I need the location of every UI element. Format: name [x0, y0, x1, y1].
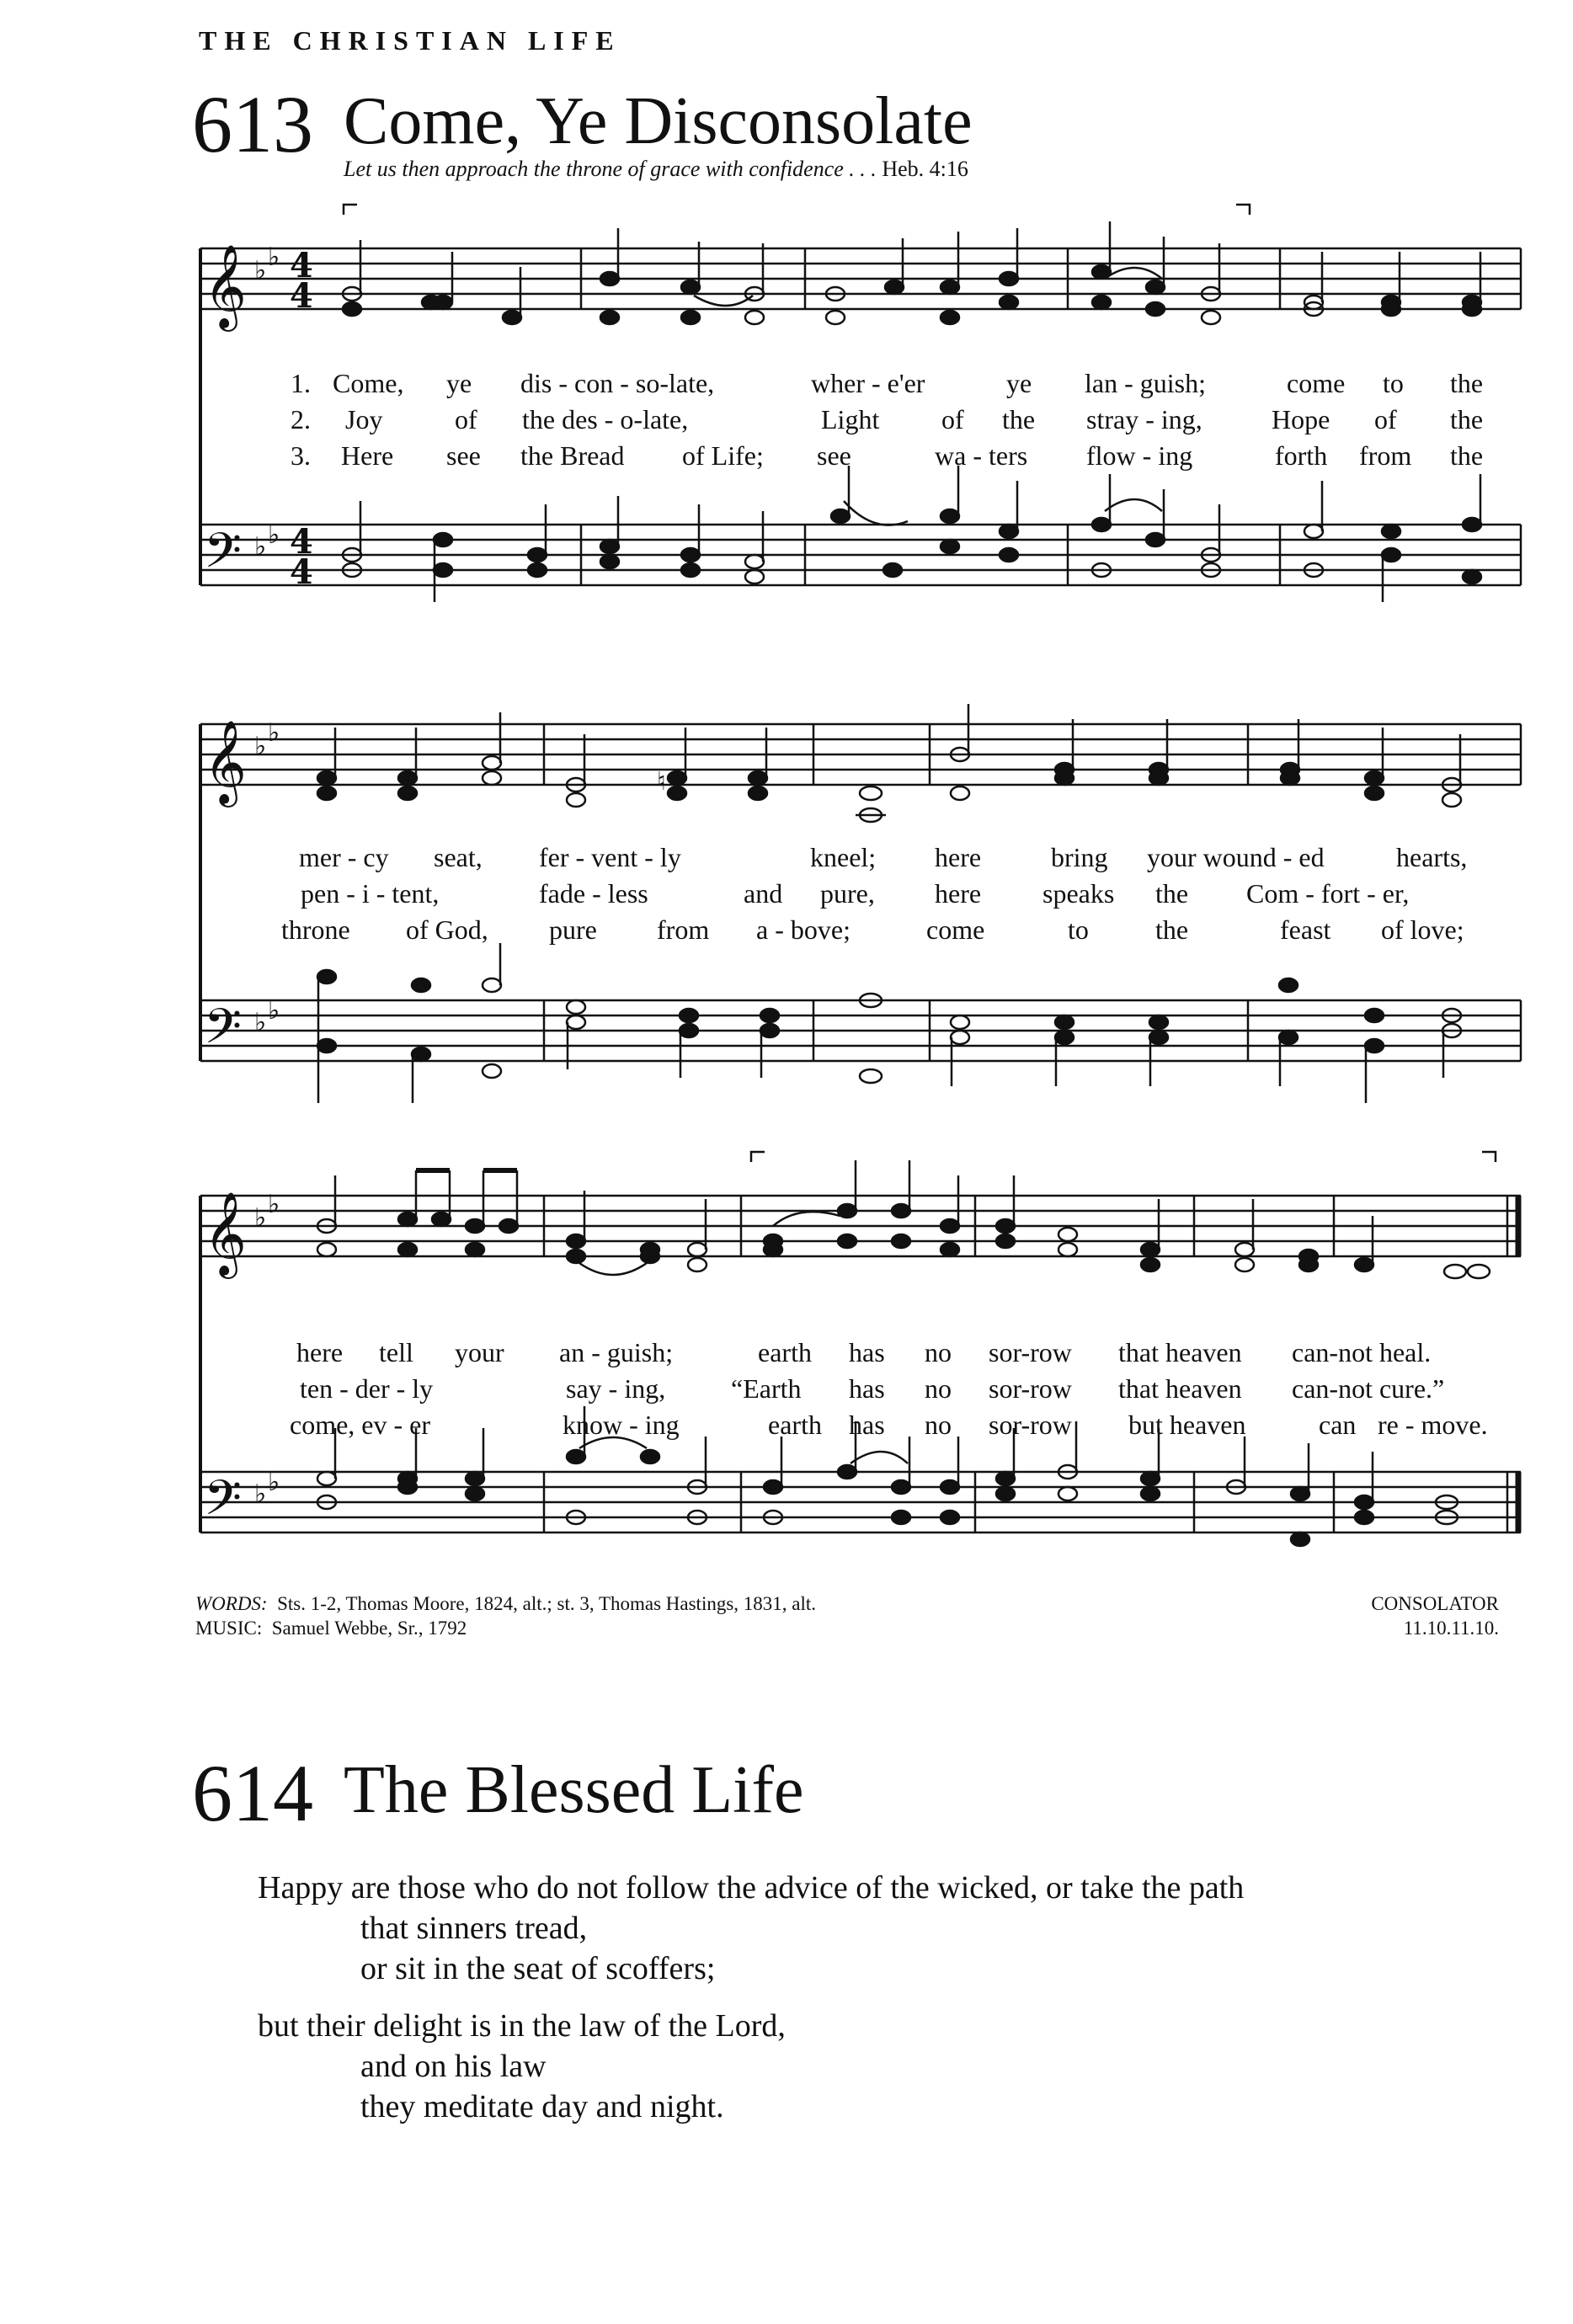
lyric-syllable: here [935, 842, 982, 872]
lyric-syllable: sor-row [989, 1337, 1072, 1367]
lyric-syllable: no [925, 1337, 952, 1367]
lyric-syllable: the des - o-late, [522, 404, 689, 434]
lyric-syllable: come, ev - er [290, 1410, 431, 1440]
lyric-syllable: and [744, 878, 783, 909]
words-credit: Sts. 1-2, Thomas Moore, 1824, alt.; st. 3, Thomas Hastings, 1831, alt. [277, 1593, 817, 1614]
lyric-syllable: can-not heal. [1292, 1337, 1432, 1367]
bass-clef-icon: 𝄢 [204, 522, 243, 591]
lyric-syllable: the [1002, 404, 1036, 434]
lyric-syllable: to [1068, 914, 1089, 945]
lyric-syllable: see [817, 440, 851, 471]
lyric-syllable: ye [1006, 368, 1032, 398]
svg-text:♭: ♭ [254, 532, 267, 562]
svg-text:♭: ♭ [254, 1479, 267, 1509]
lyric-syllable: but heaven [1128, 1410, 1246, 1440]
lyric-syllable: can-not cure.” [1292, 1373, 1445, 1404]
lyric-syllable: mer - cy [299, 842, 389, 872]
treble-clef-icon: 𝄞 [204, 244, 247, 328]
lyric-syllable: an - guish; [559, 1337, 674, 1367]
lyric-syllable: has [849, 1337, 885, 1367]
lyric-syllable: of [455, 404, 477, 434]
lyric-syllable: Hope [1272, 404, 1330, 434]
hymn-number: 613 [192, 79, 313, 169]
verse-number: 1. [291, 368, 311, 398]
lyric-syllable: speaks [1042, 878, 1115, 909]
svg-text:4: 4 [290, 276, 313, 316]
lyric-syllable: has [849, 1410, 885, 1440]
svg-text:♭: ♭ [268, 243, 280, 272]
lyric-syllable: sor-row [989, 1410, 1072, 1440]
natural-icon: ♮ [657, 767, 666, 797]
svg-text:♭: ♭ [268, 1190, 280, 1219]
lyric-syllable: come [926, 914, 985, 945]
lyric-syllable: “Earth [731, 1373, 802, 1404]
psalm-line: that sinners tread, [360, 1911, 588, 1946]
section-header: THE CHRISTIAN LIFE [199, 25, 621, 56]
lyric-syllable: that heaven [1118, 1373, 1242, 1404]
credits-left [195, 1591, 816, 1640]
treble-clef-icon: 𝄞 [204, 720, 247, 804]
lyric-syllable: the Bread [520, 440, 625, 471]
epigraph-text: Let us then approach the throne of grace with confidence . . . [344, 157, 877, 181]
lyric-syllable: of [1374, 404, 1397, 434]
lyric-syllable: ten - der - ly [300, 1373, 434, 1404]
lyric-syllable: say - ing, [566, 1373, 666, 1404]
lyric-syllable: Come, [333, 368, 404, 398]
lyric-syllable: throne [281, 914, 350, 945]
lyric-syllable: no [925, 1373, 952, 1404]
lyric-syllable: seat, [434, 842, 483, 872]
lyric-syllable: bring [1051, 842, 1108, 872]
svg-text:♭: ♭ [254, 1008, 267, 1037]
lyric-syllable: the [1155, 878, 1189, 909]
lyric-syllable: from [1359, 440, 1412, 471]
lyric-syllable: feast [1280, 914, 1331, 945]
lyric-syllable: see [446, 440, 481, 471]
svg-text:♭: ♭ [268, 996, 280, 1026]
lyric-syllable: of Life; [682, 440, 764, 471]
lyric-syllable: can [1319, 1410, 1357, 1440]
lyric-syllable: hearts, [1396, 842, 1468, 872]
lyric-syllable: has [849, 1373, 885, 1404]
bass-clef-icon: 𝄢 [204, 1469, 243, 1538]
lyric-syllable: to [1383, 368, 1404, 398]
music-system-1 [192, 198, 1531, 602]
lyric-syllable: tell [379, 1337, 413, 1367]
lyric-syllable: dis - con - so-late, [520, 368, 715, 398]
lyric-syllable: ye [446, 368, 472, 398]
lyric-syllable: of love; [1381, 914, 1464, 945]
lyric-syllable: Light [821, 404, 880, 434]
treble-clef-icon: 𝄞 [204, 1191, 247, 1276]
lyric-syllable: a - bove; [756, 914, 850, 945]
lyric-syllable: no [925, 1410, 952, 1440]
hymn-title: The Blessed Life [344, 1753, 804, 1827]
lyric-syllable: here [296, 1337, 344, 1367]
lyric-syllable: here [935, 878, 982, 909]
lyric-syllable: kneel; [810, 842, 877, 872]
svg-text:♭: ♭ [268, 520, 280, 550]
svg-text:4: 4 [290, 552, 313, 592]
credits-right [1263, 1591, 1499, 1640]
epigraph-reference: Heb. 4:16 [882, 157, 968, 181]
verse-number: 2. [291, 404, 311, 434]
lyric-syllable: wher - e'er [811, 368, 925, 398]
lyric-syllable: earth [758, 1337, 812, 1367]
tune-name: CONSOLATOR [1371, 1593, 1499, 1614]
psalm-line: Happy are those who do not follow the advice of the wicked, or take the path [258, 1870, 1245, 1906]
lyric-syllable: know - ing [563, 1410, 680, 1440]
lyric-syllable: fade - less [539, 878, 648, 909]
scripture-epigraph [344, 157, 968, 182]
bass-clef-icon: 𝄢 [204, 998, 243, 1067]
meter: 11.10.11.10. [1403, 1618, 1499, 1639]
svg-text:♭: ♭ [254, 732, 267, 761]
hymn-number: 614 [192, 1748, 313, 1838]
lyric-syllable: earth [768, 1410, 822, 1440]
svg-text:♭: ♭ [268, 1468, 280, 1497]
words-label: WORDS: [195, 1593, 268, 1614]
lyric-syllable: Joy [345, 404, 383, 434]
lyric-syllable: lan - guish; [1085, 368, 1206, 398]
lyric-syllable: of [941, 404, 964, 434]
lyric-syllable: Com - fort - er, [1246, 878, 1410, 909]
lyric-syllable: forth [1275, 440, 1328, 471]
svg-text:♭: ♭ [254, 1203, 267, 1233]
verse-number: 3. [291, 440, 311, 471]
psalm-line: and on his law [360, 2049, 547, 2084]
time-signature: 4 [290, 246, 313, 285]
lyric-syllable: come [1287, 368, 1346, 398]
lyric-syllable: stray - ing, [1086, 404, 1202, 434]
lyric-syllable: your [455, 1337, 504, 1367]
psalm-line: or sit in the seat of scoffers; [360, 1951, 716, 1986]
hymn-title: Come, Ye Disconsolate [344, 84, 973, 158]
lyric-syllable: Here [341, 440, 394, 471]
lyric-syllable: fer - vent - ly [539, 842, 681, 872]
lyric-syllable: the [1450, 368, 1484, 398]
psalm-line: but their delight is in the law of the Lord, [258, 2008, 786, 2044]
lyric-syllable: flow - ing [1086, 440, 1193, 471]
lyric-syllable: the [1450, 404, 1484, 434]
lyric-syllable: that heaven [1118, 1337, 1242, 1367]
lyric-syllable: wa - ters [935, 440, 1028, 471]
lyric-syllable: sor-row [989, 1373, 1072, 1404]
psalm-line: they meditate day and night. [360, 2089, 724, 2124]
music-credit: Samuel Webbe, Sr., 1792 [271, 1618, 467, 1639]
lyric-syllable: re - move. [1378, 1410, 1488, 1440]
lyric-syllable: pure [549, 914, 597, 945]
music-label: MUSIC: [195, 1618, 263, 1639]
flat-icon: ♭ [254, 256, 267, 285]
lyric-syllable: from [657, 914, 710, 945]
lyric-syllable: the [1450, 440, 1484, 471]
lyric-syllable: your wound - ed [1147, 842, 1325, 872]
lyric-syllable: pure, [820, 878, 875, 909]
lyric-syllable: the [1155, 914, 1189, 945]
lyric-syllable: of God, [406, 914, 488, 945]
lyric-syllable: pen - i - tent, [301, 878, 440, 909]
svg-text:4: 4 [290, 522, 313, 562]
svg-text:♭: ♭ [268, 718, 280, 748]
